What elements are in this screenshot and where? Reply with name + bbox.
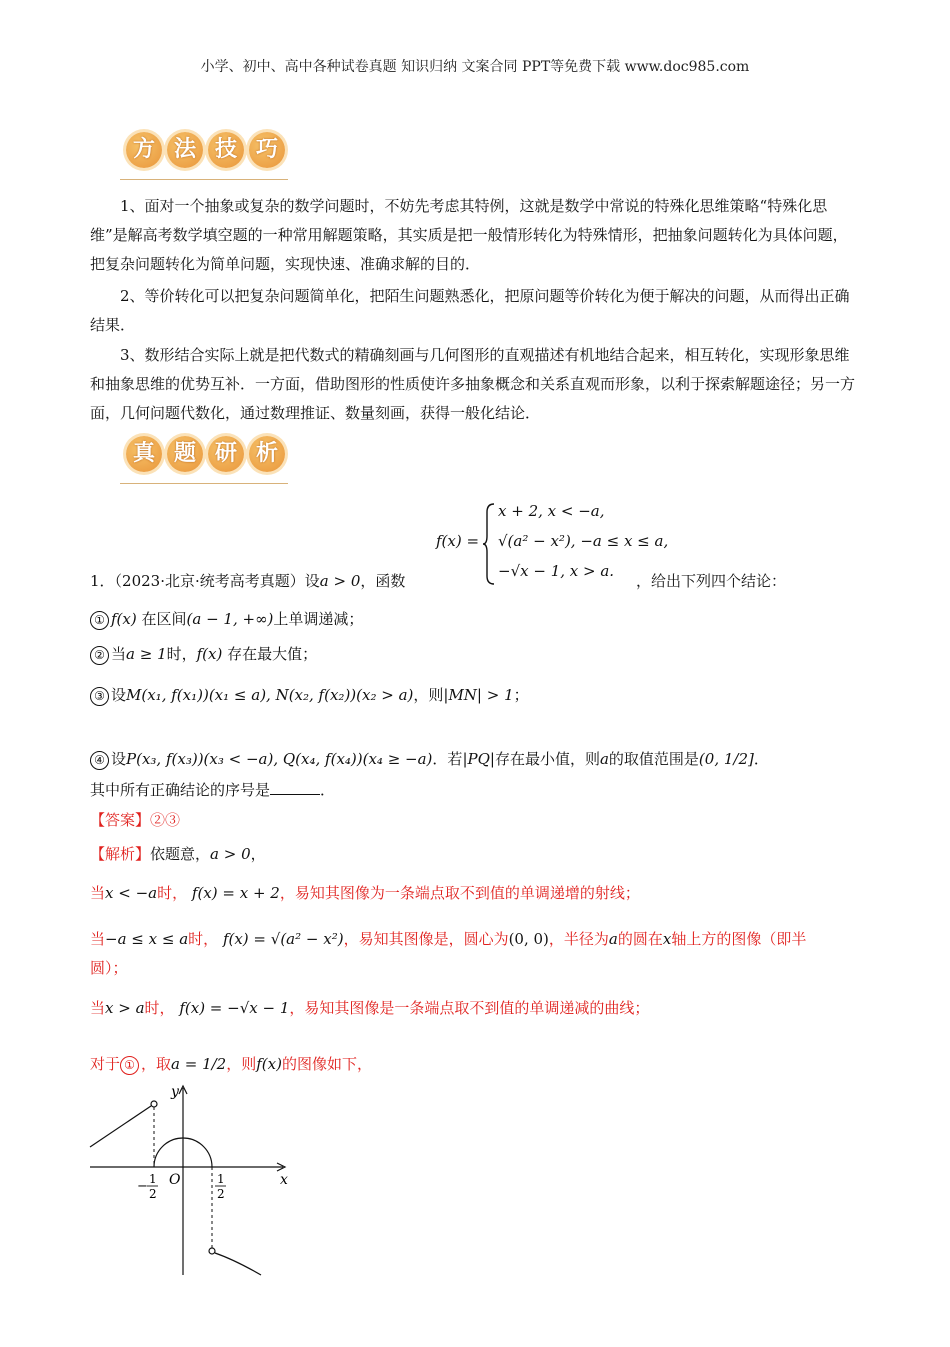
method-paragraph-2: 2、等价转化可以把复杂问题简单化，把陌生问题熟悉化，把原问题等价转化为便于解决的问题，从而得出正确结果．: [90, 287, 850, 334]
s4-mid2: 存在最小值，则: [494, 750, 600, 768]
half-den: 2: [217, 1187, 225, 1201]
c2-mid2: ，易知其图像是，圆心为: [343, 930, 509, 948]
ask-text: 其中所有正确结论的序号是: [90, 781, 271, 799]
analysis-case-1: [90, 882, 870, 904]
answer-label: 【答案】: [90, 811, 151, 829]
c2-center: (0, 0): [508, 930, 549, 948]
s1-interval: (a − 1, +∞): [186, 610, 274, 628]
s4-end: ．: [753, 750, 769, 768]
banner-char: 方: [126, 132, 162, 168]
c4-mid: ，取: [141, 1055, 172, 1073]
s4-range: (0, 1/2]: [698, 750, 754, 768]
c4-num: ①: [120, 1056, 139, 1075]
s3-mid: ，则: [413, 686, 444, 704]
c2-end: 轴上方的图像（即半: [671, 930, 807, 948]
s1-fx: f(x): [111, 610, 137, 628]
analysis-label: 【解析】: [90, 845, 151, 863]
ray-open-endpoint: [151, 1101, 157, 1107]
exam-banner: [120, 432, 290, 484]
analysis-case-2-cont: 圆）；: [90, 959, 128, 977]
statement-3: [90, 684, 870, 706]
statement-1: [90, 608, 870, 630]
s4-a: a: [599, 750, 609, 768]
s3-points: M(x₁, f(x₁))(x₁ ≤ a), N(x₂, f(x₂))(x₂ > a): [126, 686, 414, 704]
c4-a: a = 1/2: [171, 1055, 227, 1073]
analysis-intro-text: 依题意，: [150, 845, 211, 863]
banner-char: 题: [167, 436, 203, 472]
c3-cond: x > a: [105, 999, 145, 1017]
c2-f: f(x) = √(a² − x²): [222, 930, 344, 948]
ask-end: ．: [320, 781, 336, 799]
method-banner: [120, 128, 290, 180]
curve-open-endpoint: [209, 1248, 215, 1254]
c2-pre: 当: [90, 930, 106, 948]
banner-char: 法: [167, 132, 203, 168]
problem-cond: a > 0: [319, 572, 361, 590]
s4-mid: ．若: [432, 750, 463, 768]
piecewise-lhs: f(x) =: [436, 532, 480, 550]
c1-mid: 时，: [157, 884, 188, 902]
c3-pre: 当: [90, 999, 106, 1017]
s2-cond: a ≥ 1: [126, 645, 167, 663]
banner-underline: [120, 179, 288, 180]
problem-func-word: ，函数: [360, 572, 406, 590]
x-label: x: [280, 1172, 288, 1188]
neg-sign: −: [137, 1179, 148, 1194]
neg-half-num: 1: [149, 1172, 157, 1186]
question-ask: [90, 779, 870, 801]
c2-x: x: [662, 930, 672, 948]
s3-pre: 设: [111, 686, 127, 704]
answer-value: ②③: [150, 811, 181, 829]
c1-end: ，易知其图像为一条端点取不到值的单调递增的射线；: [279, 884, 640, 902]
statement-4-number: ④: [90, 751, 109, 770]
case-3: −√x − 1, x > a.: [498, 562, 615, 580]
method-paragraph-1: 1、面对一个抽象或复杂的数学问题时，不妨先考虑其特例，这就是数学中常说的特殊化思维策略“特殊化思维”是解高考数学填空题的一种常用解题策略，其实质是把一般情形转化为特殊情形，把抽象问题转化为具体问题，把复杂问题转化为简单问题，实现快速、准确求解的目的．: [90, 197, 848, 273]
banner-char: 真: [126, 436, 162, 472]
c3-mid: 时，: [144, 999, 175, 1017]
s2-pre: 当: [111, 645, 127, 663]
c1-pre: 当: [90, 884, 106, 902]
analysis-intro-cond: a > 0: [210, 845, 251, 863]
s1-mid: 在区间: [141, 610, 187, 628]
s2-end: 存在最大值；: [227, 645, 318, 663]
c4-pre: 对于: [90, 1055, 121, 1073]
analysis-case-3: [90, 997, 870, 1019]
case-2: √(a² − x²), −a ≤ x ≤ a,: [498, 532, 669, 550]
s3-end: ；: [513, 686, 529, 704]
s3-result: |MN| > 1: [443, 686, 514, 704]
case-1: x + 2, x < −a,: [498, 502, 605, 520]
c1-cond: x < −a: [105, 884, 158, 902]
c3-end: ，易知其图像是一条端点取不到值的单调递减的曲线；: [289, 999, 650, 1017]
half-num: 1: [217, 1172, 225, 1186]
answer-line: [90, 809, 870, 831]
s4-mid3: 的取值范围是: [608, 750, 699, 768]
c4-f: f(x): [256, 1055, 282, 1073]
c2-mid3: ，半径为: [548, 930, 609, 948]
statement-4: [90, 748, 870, 770]
c4-end: 的图像如下，: [281, 1055, 372, 1073]
decreasing-curve: [215, 1253, 261, 1275]
s4-pq: |PQ|: [462, 750, 495, 768]
c3-f: f(x) = −√x − 1: [179, 999, 290, 1017]
c2-a: a: [608, 930, 618, 948]
analysis-intro-end: ，: [250, 845, 266, 863]
banner-char: 巧: [249, 132, 285, 168]
statement-1-number: ①: [90, 611, 109, 630]
neg-half-den: 2: [149, 1187, 157, 1201]
c1-f: f(x) = x + 2: [191, 884, 280, 902]
method-paragraph-3: 3、数形结合实际上就是把代数式的精确刻画与几何图形的直观描述有机地结合起来，相互转化，实现形象思维和抽象思维的优势互补．一方面，借助图形的性质使许多抽象概念和关系直观而形象，以利于探索解题途径；另一方面，几何问题代数化，通过数理推证、数量刻画，获得一般化结论．: [90, 346, 856, 422]
analysis-intro: [90, 843, 870, 865]
c2-mid: 时，: [188, 930, 219, 948]
s4-pre: 设: [111, 750, 127, 768]
origin-label: O: [169, 1172, 181, 1188]
s4-points: P(x₃, f(x₃))(x₃ < −a), Q(x₄, f(x₄))(x₄ ≥ −a): [126, 750, 433, 768]
problem-number: 1．: [90, 572, 115, 590]
problem-source: （2023·北京·统考高考真题）设: [114, 572, 320, 590]
banner-char: 技: [208, 132, 244, 168]
statement-3-number: ③: [90, 687, 109, 706]
y-label: y: [171, 1084, 179, 1100]
statement-2-number: ②: [90, 646, 109, 665]
s2-fx: f(x): [196, 645, 223, 663]
banner-char: 研: [208, 436, 244, 472]
ray-segment: [90, 1106, 151, 1147]
s1-end: 上单调递减；: [273, 610, 364, 628]
banner-char: 析: [249, 436, 285, 472]
analysis-case-4: [90, 1053, 870, 1075]
function-graph: [85, 1080, 305, 1280]
problem-after-func: ，给出下列四个结论：: [636, 572, 787, 590]
c4-mid2: ，则: [226, 1055, 257, 1073]
statement-2: [90, 643, 870, 665]
answer-blank: [270, 780, 320, 795]
c2-cond: −a ≤ x ≤ a: [105, 930, 189, 948]
page-header: 小学、初中、高中各种试卷真题 知识归纳 文案合同 PPT等免费下载 www.doc985.com: [200, 59, 750, 75]
banner-underline: [120, 483, 288, 484]
c2-mid4: 的圆在: [617, 930, 663, 948]
s2-mid: 时，: [166, 645, 197, 663]
analysis-case-2: [90, 928, 870, 950]
